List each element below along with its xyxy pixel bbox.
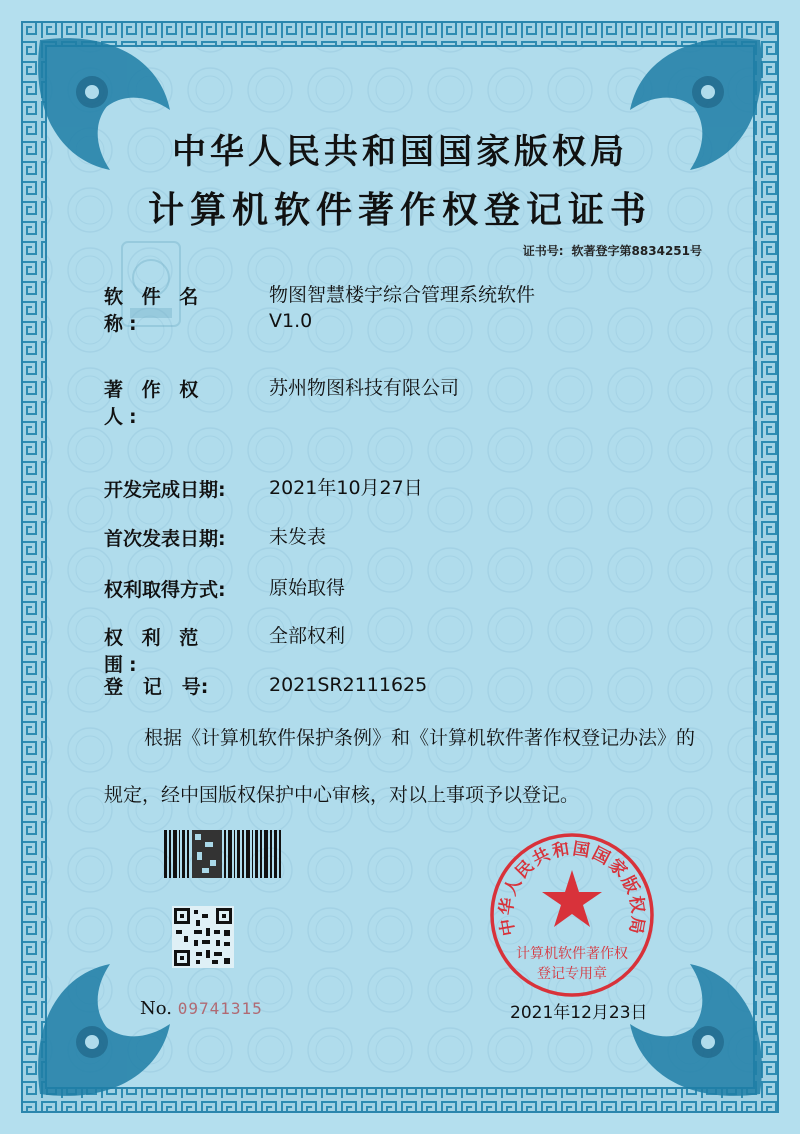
copyright-holder-label: 著 作 权 人:: [104, 379, 205, 428]
authority-title: 中华人民共和国国家版权局: [172, 132, 628, 172]
software-name-line1: 物图智慧楼宇综合管理系统软件: [269, 284, 536, 306]
qr-code-icon: [172, 906, 234, 968]
software-name-line2: V1.0: [269, 310, 313, 332]
registration-number-value: 2021SR2111625: [269, 674, 428, 696]
certificate-title: 计算机软件著作权登记证书: [147, 190, 652, 231]
registration-statement: 根据《计算机软件保护条例》和《计算机软件著作权登记办法》的规定，经中国版权保护中心审核，对以上事项予以登记。: [104, 727, 696, 806]
software-name-value: [269, 282, 699, 334]
seal-ring-text: 中华人民共和国国家版权局: [496, 839, 648, 938]
first-publish-label: 首次发表日期:: [104, 528, 226, 550]
acquisition-value: 原始取得: [269, 577, 346, 599]
certificate-number-label: 证书号:: [522, 244, 564, 258]
certificate-number-value: 软著登字第8834251号: [571, 244, 702, 258]
serial-number: [140, 998, 263, 1019]
scope-value: 全部权利: [269, 625, 346, 647]
scope-label: 权 利 范 围:: [104, 627, 205, 676]
official-seal: [487, 830, 657, 1000]
seal-star-icon: [542, 870, 602, 927]
registration-number-label: 登 记 号:: [104, 676, 209, 698]
serial-number-label: No.: [140, 998, 172, 1019]
completion-date-value: 2021年10月27日: [269, 477, 423, 499]
seal-inner-line2: 登记专用章: [537, 966, 607, 982]
copyright-holder-value: 苏州物图科技有限公司: [269, 377, 460, 399]
first-publish-value: 未发表: [269, 526, 327, 548]
barcode-icon: [164, 830, 284, 878]
certificate-content: [90, 110, 710, 1040]
software-name-label: 软 件 名 称:: [104, 286, 205, 335]
seal-inner-line1: 计算机软件著作权: [516, 946, 628, 962]
completion-date-label: 开发完成日期:: [104, 479, 226, 501]
certificate-number: [515, 242, 702, 259]
issue-date: 2021年12月23日: [510, 1003, 648, 1023]
acquisition-label: 权利取得方式:: [104, 579, 226, 601]
serial-number-value: 09741315: [177, 999, 263, 1018]
